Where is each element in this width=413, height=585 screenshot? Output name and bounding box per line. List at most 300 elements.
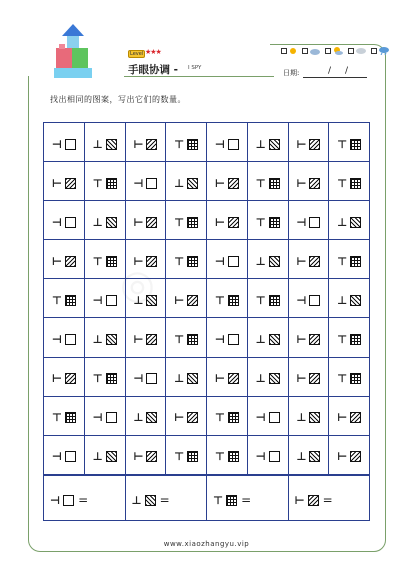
pattern-symbol — [174, 217, 198, 228]
pattern-symbol — [256, 178, 280, 189]
forward-hatch-square-icon — [228, 217, 239, 228]
forward-hatch-square-icon — [146, 139, 157, 150]
symbol-glyph: ⊤ — [255, 176, 266, 190]
symbol-glyph: ⊣ — [255, 450, 266, 464]
symbol-glyph: ⊥ — [92, 450, 103, 464]
grid-cell — [125, 240, 166, 279]
symbol-glyph: ⊥ — [92, 333, 103, 347]
grid-square-icon — [228, 412, 239, 423]
grid-cell — [84, 357, 125, 396]
grid-cell — [166, 201, 207, 240]
pattern-symbol — [337, 139, 361, 150]
grid-square-icon — [226, 495, 237, 506]
symbol-glyph: ⊢ — [133, 450, 144, 464]
pattern-symbol — [215, 256, 239, 267]
back-hatch-square-icon — [269, 139, 280, 150]
pattern-grid — [43, 122, 370, 475]
back-hatch-square-icon — [269, 373, 280, 384]
pattern-symbol — [52, 217, 76, 228]
pattern-symbol — [93, 373, 117, 384]
grid-cell — [288, 240, 329, 279]
cloudy-checkbox[interactable] — [302, 48, 308, 54]
grid-cell — [166, 357, 207, 396]
symbol-glyph: ⊤ — [337, 137, 348, 151]
date-separator: / — [328, 66, 332, 76]
symbol-glyph: ⊥ — [296, 450, 307, 464]
pattern-symbol — [133, 139, 157, 150]
checker-square-icon — [228, 139, 239, 150]
pattern-symbol — [93, 412, 117, 423]
grid-cell — [288, 318, 329, 357]
grid-cell — [207, 318, 248, 357]
pattern-symbol — [133, 334, 157, 345]
grid-cell — [329, 201, 370, 240]
symbol-glyph: ⊢ — [337, 450, 348, 464]
pattern-symbol — [215, 373, 239, 384]
grid-cell — [207, 396, 248, 435]
checker-square-icon — [146, 373, 157, 384]
symbol-glyph: ⊢ — [174, 293, 185, 307]
symbol-glyph: ⊣ — [214, 137, 225, 151]
grid-square-icon — [350, 334, 361, 345]
pattern-symbol — [295, 495, 319, 506]
pattern-symbol — [52, 295, 76, 306]
back-hatch-square-icon — [309, 412, 320, 423]
symbol-glyph: ⊤ — [92, 254, 103, 268]
symbol-glyph: ⊣ — [51, 215, 62, 229]
pattern-symbol — [93, 256, 117, 267]
checker-square-icon — [228, 334, 239, 345]
sun-cloud-icon — [333, 47, 343, 55]
grid-cell — [329, 240, 370, 279]
pattern-symbol — [52, 139, 76, 150]
forward-hatch-square-icon — [65, 256, 76, 267]
pattern-symbol — [132, 495, 156, 506]
grid-cell — [44, 279, 85, 318]
grid-square-icon — [187, 451, 198, 462]
grid-cell — [288, 357, 329, 396]
symbol-glyph: ⊤ — [174, 450, 185, 464]
grid-cell — [247, 396, 288, 435]
symbol-glyph: ⊤ — [337, 333, 348, 347]
grid-cell — [329, 162, 370, 201]
grid-cell — [84, 162, 125, 201]
answer-cell[interactable] — [44, 476, 126, 521]
pattern-symbol — [133, 451, 157, 462]
pattern-symbol — [174, 256, 198, 267]
difficulty-stars: ★★★ — [145, 48, 161, 56]
pattern-symbol — [256, 412, 280, 423]
grid-cell — [207, 201, 248, 240]
pattern-symbol — [215, 217, 239, 228]
grid-cell — [288, 123, 329, 162]
pattern-symbol — [213, 495, 237, 506]
wind-icon — [356, 47, 366, 55]
grid-cell — [44, 162, 85, 201]
grid-cell — [84, 318, 125, 357]
symbol-glyph: ⊢ — [296, 333, 307, 347]
pattern-symbol — [215, 295, 239, 306]
grid-square-icon — [106, 373, 117, 384]
pattern-symbol — [133, 373, 157, 384]
symbol-glyph: ⊢ — [133, 215, 144, 229]
symbol-glyph: ⊢ — [51, 372, 62, 386]
grid-cell — [166, 318, 207, 357]
grid-cell — [44, 357, 85, 396]
symbol-glyph: ⊢ — [51, 176, 62, 190]
grid-square-icon — [350, 373, 361, 384]
grid-cell — [125, 435, 166, 474]
symbol-glyph: ⊤ — [92, 372, 103, 386]
grid-row — [44, 318, 370, 357]
pattern-symbol — [174, 334, 198, 345]
symbol-glyph: ⊥ — [92, 137, 103, 151]
pattern-symbol — [133, 217, 157, 228]
answer-row-line — [44, 476, 370, 521]
symbol-glyph: ⊢ — [133, 254, 144, 268]
grid-cell — [329, 396, 370, 435]
pattern-symbol — [337, 178, 361, 189]
symbol-glyph: ⊤ — [174, 333, 185, 347]
grid-row — [44, 162, 370, 201]
forward-hatch-square-icon — [146, 451, 157, 462]
symbol-glyph: ⊥ — [337, 215, 348, 229]
grid-cell — [329, 279, 370, 318]
grid-cell — [247, 279, 288, 318]
symbol-glyph: ⊣ — [214, 333, 225, 347]
instruction-text: 找出相同的图案，写出它们的数量。 — [50, 95, 186, 104]
grid-cell — [329, 318, 370, 357]
grid-square-icon — [228, 295, 239, 306]
grid-square-icon — [187, 139, 198, 150]
title-underline — [124, 76, 274, 77]
partly-sunny-checkbox[interactable] — [325, 48, 331, 54]
checker-square-icon — [228, 256, 239, 267]
pattern-symbol — [215, 178, 239, 189]
grid-cell — [207, 279, 248, 318]
grid-row — [44, 357, 370, 396]
pattern-symbol — [133, 412, 157, 423]
symbol-glyph: ⊤ — [214, 293, 225, 307]
grid-cell — [247, 240, 288, 279]
pattern-symbol — [215, 412, 239, 423]
grid-cell — [44, 396, 85, 435]
pattern-symbol — [256, 256, 280, 267]
symbol-glyph: ⊤ — [337, 254, 348, 268]
back-hatch-square-icon — [106, 451, 117, 462]
date-separator: / — [345, 66, 349, 76]
pattern-symbol — [296, 139, 320, 150]
grid-square-icon — [65, 295, 76, 306]
pattern-symbol — [337, 217, 361, 228]
symbol-glyph: ⊣ — [296, 293, 307, 307]
answer-cell[interactable] — [207, 476, 289, 521]
pattern-symbol — [296, 373, 320, 384]
forward-hatch-square-icon — [228, 373, 239, 384]
forward-hatch-square-icon — [187, 295, 198, 306]
symbol-glyph: ⊤ — [51, 411, 62, 425]
symbol-glyph: ⊣ — [214, 254, 225, 268]
grid-row — [44, 279, 370, 318]
pattern-symbol — [174, 139, 198, 150]
back-hatch-square-icon — [269, 256, 280, 267]
pattern-symbol — [52, 178, 76, 189]
checker-square-icon — [106, 295, 117, 306]
forward-hatch-square-icon — [309, 334, 320, 345]
checker-square-icon — [269, 412, 280, 423]
pattern-symbol — [174, 451, 198, 462]
forward-hatch-square-icon — [65, 373, 76, 384]
grid-cell — [329, 357, 370, 396]
symbol-glyph: ⊢ — [296, 372, 307, 386]
grid-cell — [247, 318, 288, 357]
grid-cell — [329, 435, 370, 474]
grid-cell — [44, 318, 85, 357]
back-hatch-square-icon — [106, 217, 117, 228]
grid-cell — [125, 318, 166, 357]
grid-cell — [125, 357, 166, 396]
grid-cell — [288, 279, 329, 318]
symbol-glyph: ⊥ — [131, 493, 142, 507]
pattern-symbol — [296, 256, 320, 267]
grid-cell — [84, 201, 125, 240]
grid-cell — [247, 162, 288, 201]
grid-cell — [125, 279, 166, 318]
pattern-symbol — [93, 334, 117, 345]
grid-square-icon — [228, 451, 239, 462]
forward-hatch-square-icon — [65, 178, 76, 189]
pattern-symbol — [174, 178, 198, 189]
symbol-glyph: ⊤ — [255, 293, 266, 307]
pattern-symbol — [337, 295, 361, 306]
grid-cell — [166, 123, 207, 162]
forward-hatch-square-icon — [228, 178, 239, 189]
pattern-symbol — [52, 373, 76, 384]
symbol-glyph: ⊤ — [51, 293, 62, 307]
pattern-symbol — [93, 295, 117, 306]
symbol-glyph: ⊣ — [51, 333, 62, 347]
pattern-symbol — [174, 412, 198, 423]
grid-cell — [166, 279, 207, 318]
equals-sign: = — [159, 492, 170, 507]
pattern-symbol — [256, 139, 280, 150]
grid-cell — [125, 201, 166, 240]
toy-blocks-icon — [50, 22, 96, 82]
forward-hatch-square-icon — [309, 178, 320, 189]
symbol-glyph: ⊣ — [296, 215, 307, 229]
pattern-symbol — [93, 178, 117, 189]
symbol-glyph: ⊢ — [214, 372, 225, 386]
pattern-symbol — [215, 139, 239, 150]
equals-sign: = — [78, 492, 89, 507]
symbol-glyph: ⊣ — [133, 372, 144, 386]
symbol-glyph: ⊥ — [174, 176, 185, 190]
back-hatch-square-icon — [187, 178, 198, 189]
symbol-glyph: ⊤ — [337, 176, 348, 190]
grid-cell — [329, 123, 370, 162]
pattern-symbol — [52, 451, 76, 462]
symbol-glyph: ⊤ — [214, 450, 225, 464]
grid-cell — [207, 240, 248, 279]
symbol-glyph: ⊤ — [213, 493, 224, 507]
grid-square-icon — [269, 217, 280, 228]
grid-cell — [207, 435, 248, 474]
grid-cell — [44, 240, 85, 279]
pattern-symbol — [174, 295, 198, 306]
grid-square-icon — [350, 139, 361, 150]
symbol-glyph: ⊣ — [92, 411, 103, 425]
grid-square-icon — [106, 178, 117, 189]
answer-cell[interactable] — [125, 476, 207, 521]
symbol-glyph: ⊥ — [92, 215, 103, 229]
pattern-symbol — [296, 412, 320, 423]
pattern-symbol — [256, 373, 280, 384]
pattern-symbol — [337, 334, 361, 345]
symbol-glyph: ⊥ — [174, 372, 185, 386]
forward-hatch-square-icon — [309, 139, 320, 150]
pattern-symbol — [296, 295, 320, 306]
grid-cell — [125, 162, 166, 201]
grid-row — [44, 123, 370, 162]
symbol-glyph: ⊢ — [51, 254, 62, 268]
pattern-symbol — [50, 495, 74, 506]
sunny-checkbox[interactable] — [281, 48, 287, 54]
pattern-symbol — [133, 178, 157, 189]
grid-square-icon — [106, 256, 117, 267]
cloud-icon — [310, 47, 320, 55]
symbol-glyph: ⊥ — [133, 411, 144, 425]
level-badge: Level — [130, 51, 144, 57]
grid-square-icon — [350, 256, 361, 267]
back-hatch-square-icon — [309, 451, 320, 462]
symbol-glyph: ⊢ — [214, 215, 225, 229]
grid-cell — [288, 201, 329, 240]
grid-cell — [166, 435, 207, 474]
grid-row — [44, 396, 370, 435]
grid-square-icon — [187, 334, 198, 345]
symbol-glyph: ⊢ — [214, 176, 225, 190]
grid-cell — [84, 279, 125, 318]
pattern-symbol — [337, 451, 361, 462]
symbol-glyph: ⊢ — [133, 333, 144, 347]
checker-square-icon — [65, 139, 76, 150]
forward-hatch-square-icon — [146, 217, 157, 228]
symbol-glyph: ⊤ — [214, 411, 225, 425]
windy-checkbox[interactable] — [348, 48, 354, 54]
symbol-glyph: ⊢ — [296, 176, 307, 190]
grid-row — [44, 435, 370, 474]
pattern-symbol — [296, 334, 320, 345]
pattern-symbol — [296, 178, 320, 189]
pattern-symbol — [215, 451, 239, 462]
grid-cell — [84, 396, 125, 435]
grid-square-icon — [187, 256, 198, 267]
footer-url: www.xiaozhangyu.vip — [163, 540, 250, 548]
pattern-symbol — [256, 295, 280, 306]
pattern-symbol — [93, 217, 117, 228]
grid-row — [44, 240, 370, 279]
pattern-symbol — [52, 412, 76, 423]
forward-hatch-square-icon — [146, 256, 157, 267]
symbol-glyph: ⊣ — [133, 176, 144, 190]
pattern-symbol — [215, 334, 239, 345]
grid-cell — [207, 357, 248, 396]
symbol-glyph: ⊥ — [296, 411, 307, 425]
checker-square-icon — [309, 217, 320, 228]
grid-cell — [288, 396, 329, 435]
rainy-checkbox[interactable] — [371, 48, 377, 54]
grid-cell — [125, 123, 166, 162]
pattern-symbol — [174, 373, 198, 384]
pattern-symbol — [296, 217, 320, 228]
pattern-symbol — [93, 451, 117, 462]
back-hatch-square-icon — [146, 295, 157, 306]
grid-square-icon — [350, 178, 361, 189]
pattern-symbol — [256, 334, 280, 345]
grid-cell — [247, 123, 288, 162]
grid-cell — [166, 240, 207, 279]
symbol-glyph: ⊥ — [337, 293, 348, 307]
pattern-symbol — [337, 412, 361, 423]
checker-square-icon — [65, 334, 76, 345]
grid-cell — [288, 162, 329, 201]
symbol-glyph: ⊣ — [51, 137, 62, 151]
symbol-glyph: ⊥ — [133, 293, 144, 307]
checker-square-icon — [65, 217, 76, 228]
grid-cell — [84, 123, 125, 162]
equals-sign: = — [322, 492, 333, 507]
date-label: 日期: — [283, 69, 300, 77]
pattern-symbol — [296, 451, 320, 462]
symbol-glyph: ⊢ — [294, 493, 305, 507]
back-hatch-square-icon — [350, 217, 361, 228]
answer-cell[interactable] — [288, 476, 370, 521]
symbol-glyph: ⊤ — [174, 137, 185, 151]
grid-cell — [166, 396, 207, 435]
grid-square-icon — [269, 178, 280, 189]
symbol-glyph: ⊣ — [255, 411, 266, 425]
symbol-glyph: ⊤ — [174, 215, 185, 229]
symbol-glyph: ⊥ — [255, 372, 266, 386]
back-hatch-square-icon — [187, 373, 198, 384]
forward-hatch-square-icon — [309, 256, 320, 267]
grid-cell — [44, 201, 85, 240]
checker-square-icon — [309, 295, 320, 306]
pattern-symbol — [337, 256, 361, 267]
symbol-glyph: ⊢ — [337, 411, 348, 425]
grid-cell — [247, 201, 288, 240]
grid-cell — [125, 396, 166, 435]
forward-hatch-square-icon — [309, 373, 320, 384]
date-field[interactable] — [303, 77, 367, 78]
forward-hatch-square-icon — [187, 412, 198, 423]
grid-cell — [44, 435, 85, 474]
back-hatch-square-icon — [145, 495, 156, 506]
symbol-glyph: ⊢ — [174, 411, 185, 425]
back-hatch-square-icon — [269, 334, 280, 345]
page-title: 手眼协调 - — [128, 64, 179, 76]
weather-checkboxes — [278, 46, 389, 55]
sun-icon — [289, 47, 297, 55]
pattern-symbol — [133, 295, 157, 306]
forward-hatch-square-icon — [350, 451, 361, 462]
symbol-glyph: ⊢ — [296, 137, 307, 151]
grid-cell — [207, 123, 248, 162]
symbol-glyph: ⊤ — [255, 215, 266, 229]
back-hatch-square-icon — [146, 412, 157, 423]
forward-hatch-square-icon — [146, 334, 157, 345]
grid-cell — [84, 435, 125, 474]
